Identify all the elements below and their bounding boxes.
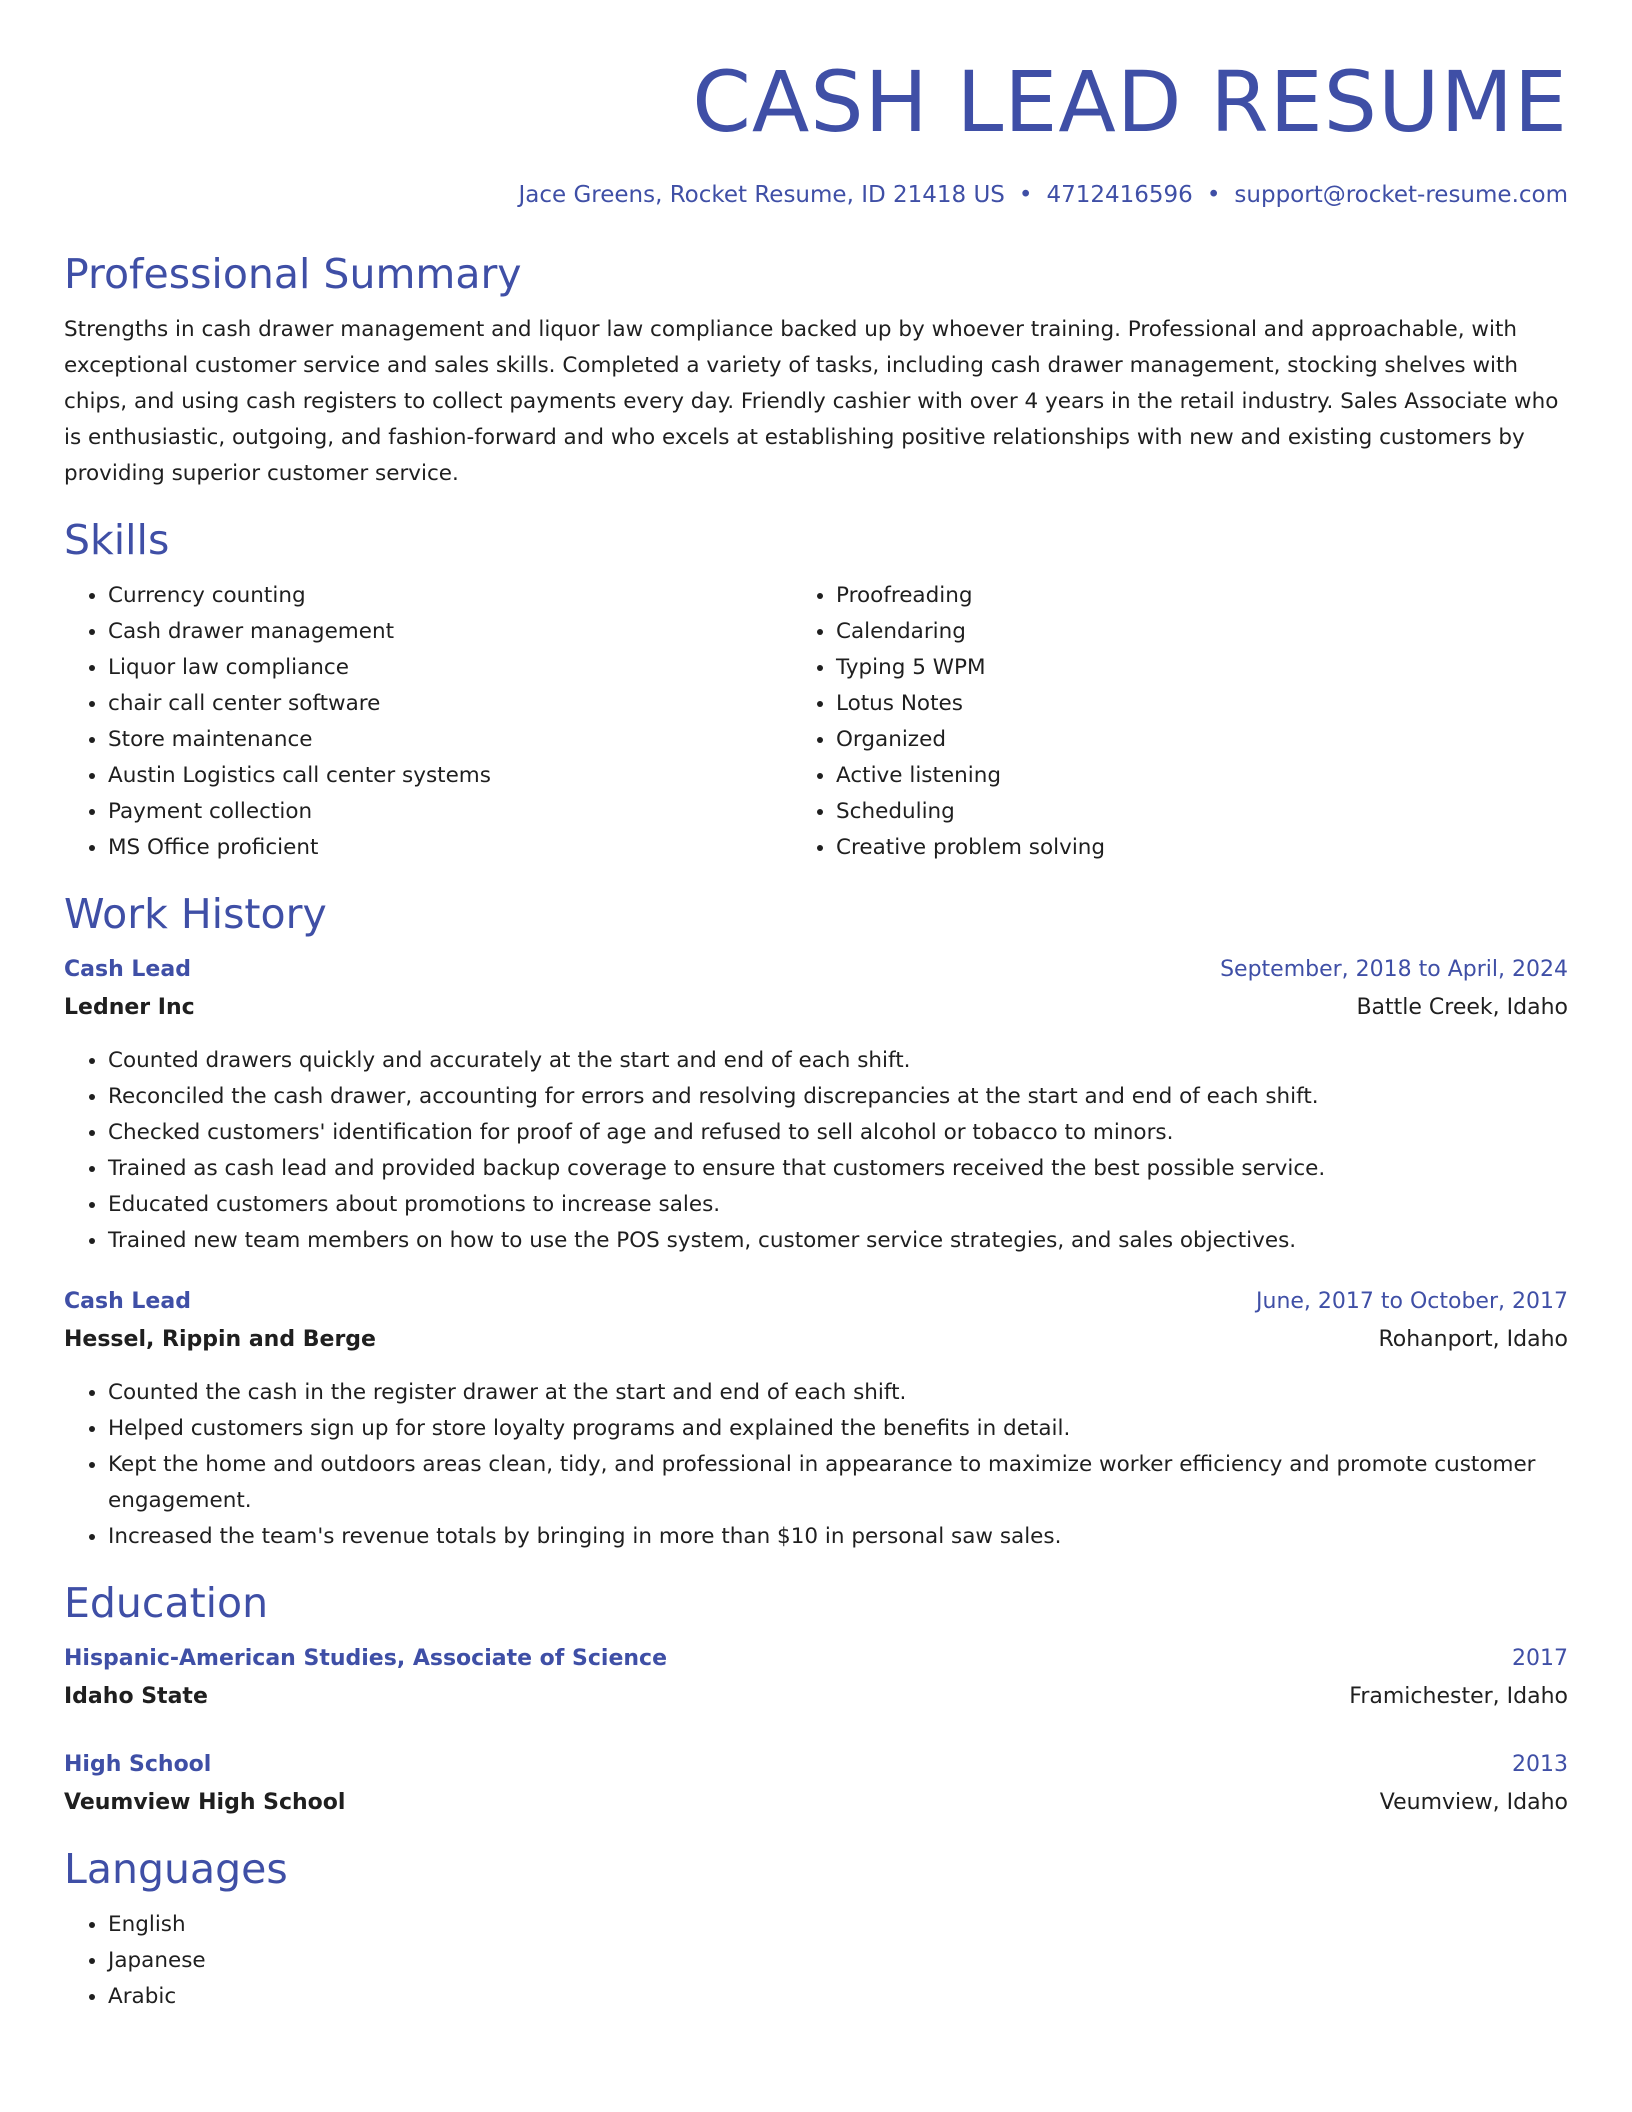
education-year: 2013 [1512, 1752, 1568, 1777]
job-duties [64, 1375, 1568, 1555]
job-title: Cash Lead [64, 957, 191, 982]
job-duty: • Helped customers sign up for store loyalty programs and explained the benefits in detail. [108, 1411, 1568, 1447]
education-degree: High School [64, 1752, 212, 1777]
contact-phone: 4712416596 [1046, 182, 1193, 208]
job-title: Cash Lead [64, 1289, 191, 1314]
job-duty: • Trained new team members on how to use the POS system, customer service strategies, and sales objectives. [108, 1223, 1568, 1259]
resume-title: CASH LEAD RESUME [692, 53, 1568, 151]
job-duty: • Counted drawers quickly and accurately at the start and end of each shift. [108, 1043, 1568, 1079]
job-location: Rohanport, Idaho [1378, 1327, 1568, 1352]
job-entry [64, 952, 1568, 1259]
education-degree: Hispanic-American Studies, Associate of Science [64, 1646, 668, 1671]
skill-item: • Cash drawer management [108, 614, 816, 650]
job-duty: • Reconciled the cash drawer, accounting for errors and resolving discrepancies at the start and end of each shift. [108, 1079, 1568, 1115]
job-duty: • Trained as cash lead and provided backup coverage to ensure that customers received the best possible service. [108, 1151, 1568, 1187]
contact-address: Jace Greens, Rocket Resume, ID 21418 US [518, 182, 1005, 208]
skill-item: • Lotus Notes [836, 686, 1568, 722]
education-location: Veumview, Idaho [1379, 1790, 1568, 1815]
summary-text: Strengths in cash drawer management and liquor law compliance backed up by whoever training. Professional and approachable, with exceptional customer service and sales skills. Completed a variety of tasks, including cash drawer management, stocking shelves with chips, and using cash registers to collect payments every day. Friendly cashier with over 4 years in the retail industry. Sales Associate who is enthusiastic, outgoing, and fashion-forward and who excels at establishing positive relationships with new and existing customers by providing superior customer service. [64, 317, 1559, 486]
education-location: Framichester, Idaho [1349, 1684, 1568, 1709]
job-employer: Ledner Inc [64, 995, 195, 1020]
job-location: Battle Creek, Idaho [1356, 995, 1568, 1020]
education-school: Idaho State [64, 1684, 208, 1709]
contact-line [64, 178, 1568, 212]
skill-item: • Typing 5 WPM [836, 650, 1568, 686]
job-duty: • Counted the cash in the register drawer at the start and end of each shift. [108, 1375, 1568, 1411]
contact-separator: • [1018, 182, 1033, 208]
skill-item: • Austin Logistics call center systems [108, 758, 816, 794]
skill-item: • Scheduling [836, 794, 1568, 830]
job-employer: Hessel, Rippin and Berge [64, 1327, 376, 1352]
job-dates: June, 2017 to October, 2017 [1256, 1289, 1568, 1314]
skill-item: • Creative problem solving [836, 830, 1568, 866]
skills-list [64, 578, 1568, 866]
languages-heading: Languages [64, 1845, 288, 1893]
contact-email[interactable]: support@rocket-resume.com [1234, 182, 1568, 208]
job-duty: • Kept the home and outdoors areas clean, tidy, and professional in appearance to maximize worker efficiency and promote customer engagement. [108, 1447, 1568, 1519]
job-duties [64, 1043, 1568, 1259]
skill-item: • Payment collection [108, 794, 816, 830]
summary-heading: Professional Summary [64, 250, 522, 298]
language-item: • English [108, 1907, 1568, 1943]
skill-item: • Proofreading [836, 578, 1568, 614]
job-duty: • Checked customers' identification for proof of age and refused to sell alcohol or tobacco to minors. [108, 1115, 1568, 1151]
skill-item: • Liquor law compliance [108, 650, 816, 686]
skill-item: • Active listening [836, 758, 1568, 794]
education-entry [64, 1747, 1568, 1821]
contact-separator: • [1206, 182, 1221, 208]
work-history-heading: Work History [64, 890, 327, 938]
skill-item: • MS Office proficient [108, 830, 816, 866]
language-item: • Japanese [108, 1943, 1568, 1979]
skill-item: • Calendaring [836, 614, 1568, 650]
skills-column-right [816, 578, 1568, 866]
job-duty: • Educated customers about promotions to increase sales. [108, 1187, 1568, 1223]
languages-list [64, 1907, 1568, 2015]
job-dates: September, 2018 to April, 2024 [1220, 957, 1568, 982]
skill-item: • Organized [836, 722, 1568, 758]
education-heading: Education [64, 1579, 269, 1627]
job-entry [64, 1284, 1568, 1555]
language-item: • Arabic [108, 1979, 1568, 2015]
job-duty: • Increased the team's revenue totals by bringing in more than $10 in personal saw sales. [108, 1519, 1568, 1555]
education-year: 2017 [1512, 1646, 1568, 1671]
skill-item: • Currency counting [108, 578, 816, 614]
skill-item: • Store maintenance [108, 722, 816, 758]
skills-column-left [64, 578, 816, 866]
skill-item: • chair call center software [108, 686, 816, 722]
skills-heading: Skills [64, 516, 170, 564]
education-entry [64, 1641, 1568, 1715]
education-school: Veumview High School [64, 1790, 346, 1815]
